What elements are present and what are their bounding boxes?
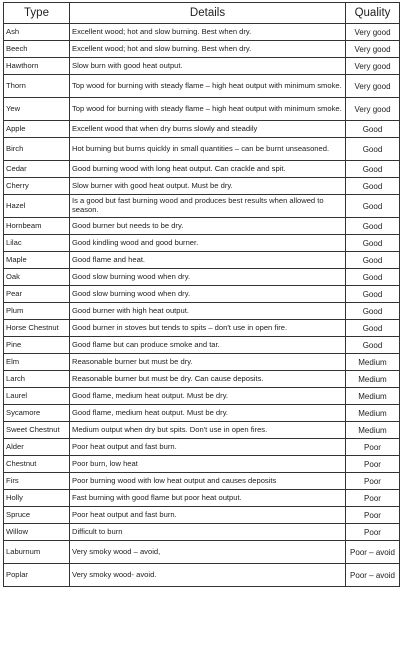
cell-details: Fast burning with good flame but poor heat output. (70, 490, 346, 507)
table-row (4, 320, 400, 337)
cell-quality: Poor (346, 490, 400, 507)
header-type: Type (4, 3, 70, 24)
cell-quality: Medium (346, 354, 400, 371)
cell-type: Laburnum (4, 541, 70, 564)
cell-type: Thorn (4, 75, 70, 98)
cell-type: Plum (4, 303, 70, 320)
cell-details: Excellent wood that when dry burns slowly and steadily (70, 121, 346, 138)
cell-type: Yew (4, 98, 70, 121)
cell-quality: Medium (346, 388, 400, 405)
cell-type: Firs (4, 473, 70, 490)
cell-quality: Good (346, 269, 400, 286)
cell-details: Excellent wood; hot and slow burning. Best when dry. (70, 24, 346, 41)
cell-quality: Good (346, 235, 400, 252)
cell-quality: Good (346, 286, 400, 303)
cell-quality: Very good (346, 98, 400, 121)
cell-details: Poor burning wood with low heat output and causes deposits (70, 473, 346, 490)
cell-details: Poor heat output and fast burn. (70, 507, 346, 524)
cell-quality: Good (346, 252, 400, 269)
cell-quality: Medium (346, 422, 400, 439)
cell-quality: Poor (346, 507, 400, 524)
table-row (4, 286, 400, 303)
cell-details: Good flame, medium heat output. Must be dry. (70, 405, 346, 422)
table-row (4, 405, 400, 422)
table-row (4, 524, 400, 541)
cell-quality: Poor (346, 456, 400, 473)
table-row (4, 439, 400, 456)
cell-type: Maple (4, 252, 70, 269)
table-row (4, 507, 400, 524)
cell-quality: Very good (346, 41, 400, 58)
cell-type: Poplar (4, 564, 70, 587)
cell-details: Good burner in stoves but tends to spits – don't use in open fire. (70, 320, 346, 337)
cell-type: Oak (4, 269, 70, 286)
cell-type: Larch (4, 371, 70, 388)
cell-quality: Good (346, 337, 400, 354)
cell-type: Ash (4, 24, 70, 41)
cell-quality: Very good (346, 75, 400, 98)
cell-quality: Good (346, 303, 400, 320)
cell-quality: Good (346, 195, 400, 218)
table-row (4, 178, 400, 195)
table-row (4, 41, 400, 58)
cell-type: Horse Chestnut (4, 320, 70, 337)
cell-details: Good flame but can produce smoke and tar. (70, 337, 346, 354)
cell-type: Lilac (4, 235, 70, 252)
cell-type: Sycamore (4, 405, 70, 422)
cell-quality: Poor (346, 439, 400, 456)
cell-type: Cherry (4, 178, 70, 195)
cell-type: Birch (4, 138, 70, 161)
cell-quality: Good (346, 320, 400, 337)
table-row (4, 138, 400, 161)
cell-type: Chestnut (4, 456, 70, 473)
cell-quality: Good (346, 161, 400, 178)
table-row (4, 473, 400, 490)
cell-details: Reasonable burner but must be dry. (70, 354, 346, 371)
cell-details: Very smoky wood- avoid. (70, 564, 346, 587)
cell-details: Good burner but needs to be dry. (70, 218, 346, 235)
cell-details: Medium output when dry but spits. Don't use in open fires. (70, 422, 346, 439)
cell-details: Good burner with high heat output. (70, 303, 346, 320)
table-row (4, 121, 400, 138)
cell-details: Top wood for burning with steady flame – high heat output with minimum smoke. (70, 75, 346, 98)
table-row (4, 195, 400, 218)
cell-quality: Good (346, 121, 400, 138)
cell-details: Good flame and heat. (70, 252, 346, 269)
cell-type: Hazel (4, 195, 70, 218)
cell-type: Spruce (4, 507, 70, 524)
cell-type: Pear (4, 286, 70, 303)
cell-type: Laurel (4, 388, 70, 405)
table-row (4, 58, 400, 75)
table-row (4, 337, 400, 354)
table-row (4, 218, 400, 235)
table-row (4, 98, 400, 121)
table-row (4, 371, 400, 388)
table-row (4, 490, 400, 507)
cell-quality: Poor (346, 524, 400, 541)
cell-quality: Poor – avoid (346, 541, 400, 564)
table-row (4, 564, 400, 587)
table-row (4, 354, 400, 371)
cell-type: Alder (4, 439, 70, 456)
table-row (4, 75, 400, 98)
cell-type: Hawthorn (4, 58, 70, 75)
cell-details: Hot burning but burns quickly in small quantities – can be burnt unseasoned. (70, 138, 346, 161)
cell-quality: Very good (346, 58, 400, 75)
table-row (4, 24, 400, 41)
cell-type: Beech (4, 41, 70, 58)
header-row (4, 3, 400, 24)
cell-quality: Poor (346, 473, 400, 490)
cell-details: Excellent wood; hot and slow burning. Best when dry. (70, 41, 346, 58)
cell-quality: Medium (346, 371, 400, 388)
cell-quality: Good (346, 218, 400, 235)
table-row (4, 269, 400, 286)
cell-type: Elm (4, 354, 70, 371)
cell-details: Good burning wood with long heat output. Can crackle and spit. (70, 161, 346, 178)
cell-type: Pine (4, 337, 70, 354)
cell-details: Poor burn, low heat (70, 456, 346, 473)
table-row (4, 388, 400, 405)
header-details: Details (70, 3, 346, 24)
cell-details: Slow burner with good heat output. Must be dry. (70, 178, 346, 195)
cell-type: Cedar (4, 161, 70, 178)
cell-quality: Poor – avoid (346, 564, 400, 587)
cell-type: Sweet Chestnut (4, 422, 70, 439)
cell-details: Very smoky wood – avoid, (70, 541, 346, 564)
table-row (4, 235, 400, 252)
header-quality: Quality (346, 3, 400, 24)
table-row (4, 303, 400, 320)
cell-type: Holly (4, 490, 70, 507)
cell-type: Hornbeam (4, 218, 70, 235)
table-row (4, 541, 400, 564)
cell-details: Is a good but fast burning wood and produces best results when allowed to season. (70, 195, 346, 218)
cell-quality: Good (346, 178, 400, 195)
cell-type: Willow (4, 524, 70, 541)
table-row (4, 422, 400, 439)
cell-details: Good flame, medium heat output. Must be dry. (70, 388, 346, 405)
firewood-table (3, 2, 400, 587)
cell-details: Difficult to burn (70, 524, 346, 541)
cell-details: Good kindling wood and good burner. (70, 235, 346, 252)
cell-quality: Medium (346, 405, 400, 422)
cell-details: Poor heat output and fast burn. (70, 439, 346, 456)
cell-quality: Very good (346, 24, 400, 41)
table-row (4, 161, 400, 178)
cell-details: Reasonable burner but must be dry. Can cause deposits. (70, 371, 346, 388)
table-row (4, 456, 400, 473)
cell-quality: Good (346, 138, 400, 161)
cell-details: Good slow burning wood when dry. (70, 269, 346, 286)
cell-details: Top wood for burning with steady flame – high heat output with minimum smoke. (70, 98, 346, 121)
table-row (4, 252, 400, 269)
cell-details: Slow burn with good heat output. (70, 58, 346, 75)
cell-type: Apple (4, 121, 70, 138)
cell-details: Good slow burning wood when dry. (70, 286, 346, 303)
